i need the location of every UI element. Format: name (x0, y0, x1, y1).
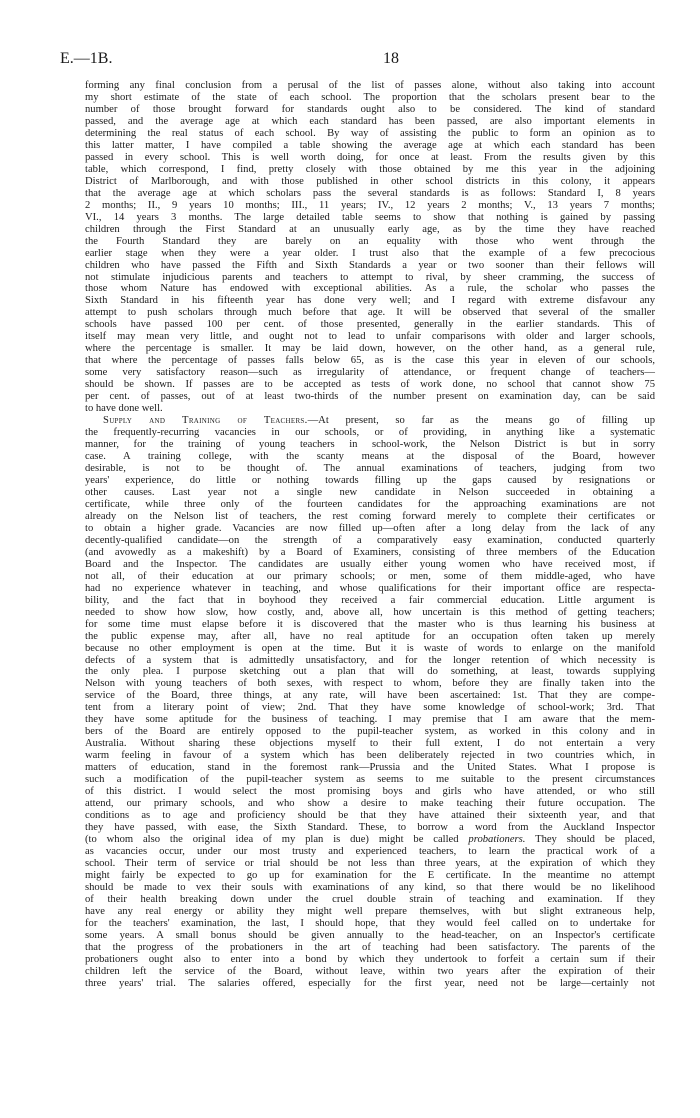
text-span: —At present, so far as the means go of filling up (307, 415, 656, 427)
text-line: (and avowedly as a makeshift) by a Board of Examiners, consisting of three members of the Education (85, 546, 655, 558)
text-line: for some time must elapse before it is discovered that the master who is thus learning his business at (85, 618, 655, 630)
text-line: bers of the Board are entirely opposed to the pupil-teacher system, as worked in this colony and in (85, 726, 655, 738)
text-line: VI., 14 years 3 months. The large detailed table seems to show that nothing is gained by passing (85, 211, 655, 223)
body-text (85, 80, 655, 990)
text-line: that the progress of the probationers in the art of teaching had been satisfactory. The parents of the (85, 941, 655, 953)
text-line: children left the service of the Board, without leave, within two years after the expiration of their (85, 965, 655, 977)
text-line: not all, of their education at our primary schools; or men, some of them middle-aged, who have (85, 570, 655, 582)
text-line: three years' trial. The salaries offered, especially for the first year, need not be large—certainly not (85, 977, 655, 989)
text-line: decently-qualified candidate—on the strength of a comparatively easy examination, conducted quarterly (85, 534, 655, 546)
text-line: desirable, is not to be thought of. The annual examinations of teachers, judging from two (85, 463, 655, 474)
text-line: warm feeling in favour of a system which has been deliberately rejected in two countries which, in (85, 750, 655, 762)
text-line: where the percentage is smaller. It may be laid down, however, on the other hand, as a general rule, (85, 343, 655, 355)
text-line: forming any final conclusion from a perusal of the list of passes alone, without also taking into account (85, 80, 655, 91)
text-line: have any real energy or ability they might well prepare themselves, with but slight extraneous help, (85, 905, 655, 917)
text-line: the only plea. I purpose sketching out a plan that will do something, at least, towards supplying (85, 666, 655, 678)
text-line: should be shown. If passes are to be accepted as tests of work done, no school that cannot show 75 (85, 379, 655, 391)
text-line: manner, for the training of young teachers in school-work, the Nelson District is but in sorry (85, 439, 655, 451)
text-line: certificate, while three only of the fourteen candidates for the approaching examinations are not (85, 498, 655, 510)
text-line: determining the real status of each school. By way of assisting the public to form an opinion as to (85, 127, 655, 139)
text-line: the Fourth Standard they are barely on an equality with those who went through the (85, 235, 655, 247)
text-line: the frequently-recurring vacancies in our schools, or of providing, in anything like a systematic (85, 427, 655, 439)
text-line (85, 834, 655, 846)
text-line: case. A training college, with the scanty means at the disposal of the Board, however (85, 451, 655, 463)
text-line: Sixth Standard in his fifteenth year has done very well; and I regard with extreme disfavour any (85, 295, 655, 307)
document-reference: E.—1B. (60, 50, 113, 67)
text-line: that the average age at which scholars pass the several standards is as follows: Standard I, 8 years (85, 187, 655, 199)
text-line: should be made to vex their souls with examinations of any kind, so that there would be no likelihood (85, 881, 655, 893)
text-line: schools have passed 100 per cent. of those presented, generally in the earlier standards. This of (85, 319, 655, 331)
text-line: this latter matter, I have compiled a table showing the average age at which each standard has been (85, 139, 655, 151)
text-line: Nelson with young teachers of both sexes, with respect to whom, before they are finally taken into the (85, 678, 655, 690)
text-line: some years. A small bonus should be given annually to the head-teacher, on an Inspector's certificate (85, 929, 655, 941)
text-line: for the teachers' examination, the last, I should hope, that they would feel called on to undertake for (85, 917, 655, 929)
text-line: probationers ought also to enter into a bond by which they undertook to forfeit a certain sum if their (85, 953, 655, 965)
text-line: had no experience whatever in teaching, and whose qualifications for their important office are respecta- (85, 582, 655, 594)
text-line: the public expense may, after all, have no real aptitude for an occupation often taken up merely (85, 630, 655, 642)
text-line: of this district. I would select the most promising boys and girls who have attended, or who still (85, 786, 655, 798)
text-line: District of Marlborough, and with those published in other school districts in this colony, it appears (85, 175, 655, 187)
text-line: to obtain a higher grade. Vacancies are now filled up—often after a long delay from the lack of any (85, 522, 655, 534)
page-header (60, 50, 650, 72)
text-line: defects of a system that is admittedly unsatisfactory, and for the longer retention of which necessity is (85, 654, 655, 666)
text-line: attempt to push scholars through much before that age. It will be observed that several of the smaller (85, 307, 655, 319)
text-line: 2 months; II., 9 years 10 months; III., 11 years; IV., 12 years 2 months; V., 13 years 7 months; (85, 199, 655, 211)
text-line: other causes. Last year not a single new candidate in Nelson succeeded in obtaining a (85, 486, 655, 498)
text-line: passed in every school. This is well worth doing, for once at least. From the results given by this (85, 151, 655, 163)
text-line: attend, our primary schools, and who show a desire to make teaching their future occupation. The (85, 798, 655, 810)
text-line: Board and the Inspector. The candidates are usually either young women who have received most, if (85, 558, 655, 570)
text-line: table, which correspond, I find, pretty closely with those obtained by me this year in the adjoining (85, 163, 655, 175)
text-line: they have some aptitude for the business of teaching. I may premise that I am aware that the mem- (85, 714, 655, 726)
text-line: as vacancies occur, under our most trusty and experienced teachers, to learn the practical work of a (85, 846, 655, 857)
text-line: those whom Nature has endowed with exceptional abilities. As a rule, the scholar who passes the (85, 283, 655, 295)
text-line: years' experience, do little or nothing towards filling up the gaps caused by resignations or (85, 474, 655, 486)
text-line: to have done well. (85, 403, 163, 415)
text-line: Australia. Without sharing these objections myself to their full extent, I do not entertain a very (85, 738, 655, 750)
text-line: number of those brought forward for standards ought also to be considered. The kind of standard (85, 103, 655, 115)
text-line: of their health breaking down under the cruel double strain of teaching and examination. If they (85, 893, 655, 905)
text-line: needed to show how slow, how costly, and, above all, how uncertain is this method of getting teachers; (85, 606, 655, 618)
text-line: bility, and the fact that in boyhood they received a fair commercial education. Little argument is (85, 594, 655, 606)
text-line: itself may mean very little, and ought not to lead to unfair comparisons with older and larger schools, (85, 331, 655, 343)
text-line: children who have passed the Fifth and Sixth Standards a year or two sooner than their fellows will (85, 259, 655, 271)
text-line: because no other employment is open at the time. But it is waste of words to enlarge on the manifold (85, 642, 655, 654)
emphasis-text: probationers. (468, 834, 526, 846)
text-line: tent from a literary point of view; 2nd. That they have some knowledge of school-work; 3rd. That (85, 702, 655, 714)
section-heading: Supply and Training of Teachers. (103, 415, 308, 427)
text-line: per cent. of passes, out of at least two-thirds of the number present on examination day, can be said (85, 391, 655, 403)
text-line: matters of education, stand in the foremost rank—Prussia and the United States. What I propose is (85, 762, 655, 774)
text-span: (to whom also the original idea of my plan is due) might be called (85, 834, 469, 846)
text-line: might fairly be expected to go up for examination for the E certificate. In the meantime no attempt (85, 869, 655, 881)
text-line: such a modification of the pupil-teacher system as seems to me suitable to the present circumstances (85, 774, 655, 786)
text-line: conditions as to age and proficiency should be that they have attained their sixteenth year, and that (85, 810, 655, 822)
text-line: my short estimate of the state of each school. The proportion that the scholars present bear to the (85, 91, 655, 103)
text-line: some very satisfactory reason—such as irregularity of attendance, or frequent change of teachers— (85, 367, 655, 379)
text-line: already on the Nelson list of teachers, the rest coming forward merely to complete their certificates or (85, 510, 655, 522)
page-number: 18 (383, 50, 399, 67)
text-line: they have passed, with ease, the Sixth Standard. These, to borrow a word from the Auckland Inspector (85, 822, 655, 834)
text-line: earlier stage when they were a year older. I trust also that the example of a few precocious (85, 247, 655, 259)
text-line: not stimulate injudicious parents and teachers to attempt to rival, by sheer cramming, the success of (85, 271, 655, 283)
text-line: children through the First Standard at an unusually early age, as by the time they have reached (85, 223, 655, 235)
text-span: They should be placed, (525, 834, 655, 846)
text-line: passed, and the average age at which each standard has been passed, are also important elements in (85, 115, 655, 127)
text-line: school. Their term of service or trial should be not less than three years, at the expiration of which they (85, 857, 655, 869)
text-line: that where the percentage of passes falls below 65, as is the case this year in eleven of our schools, (85, 355, 655, 367)
text-line: service of the Board, three things, at any rate, will have been ascertained: 1st. That they are compe- (85, 690, 655, 702)
text-line (85, 415, 655, 427)
